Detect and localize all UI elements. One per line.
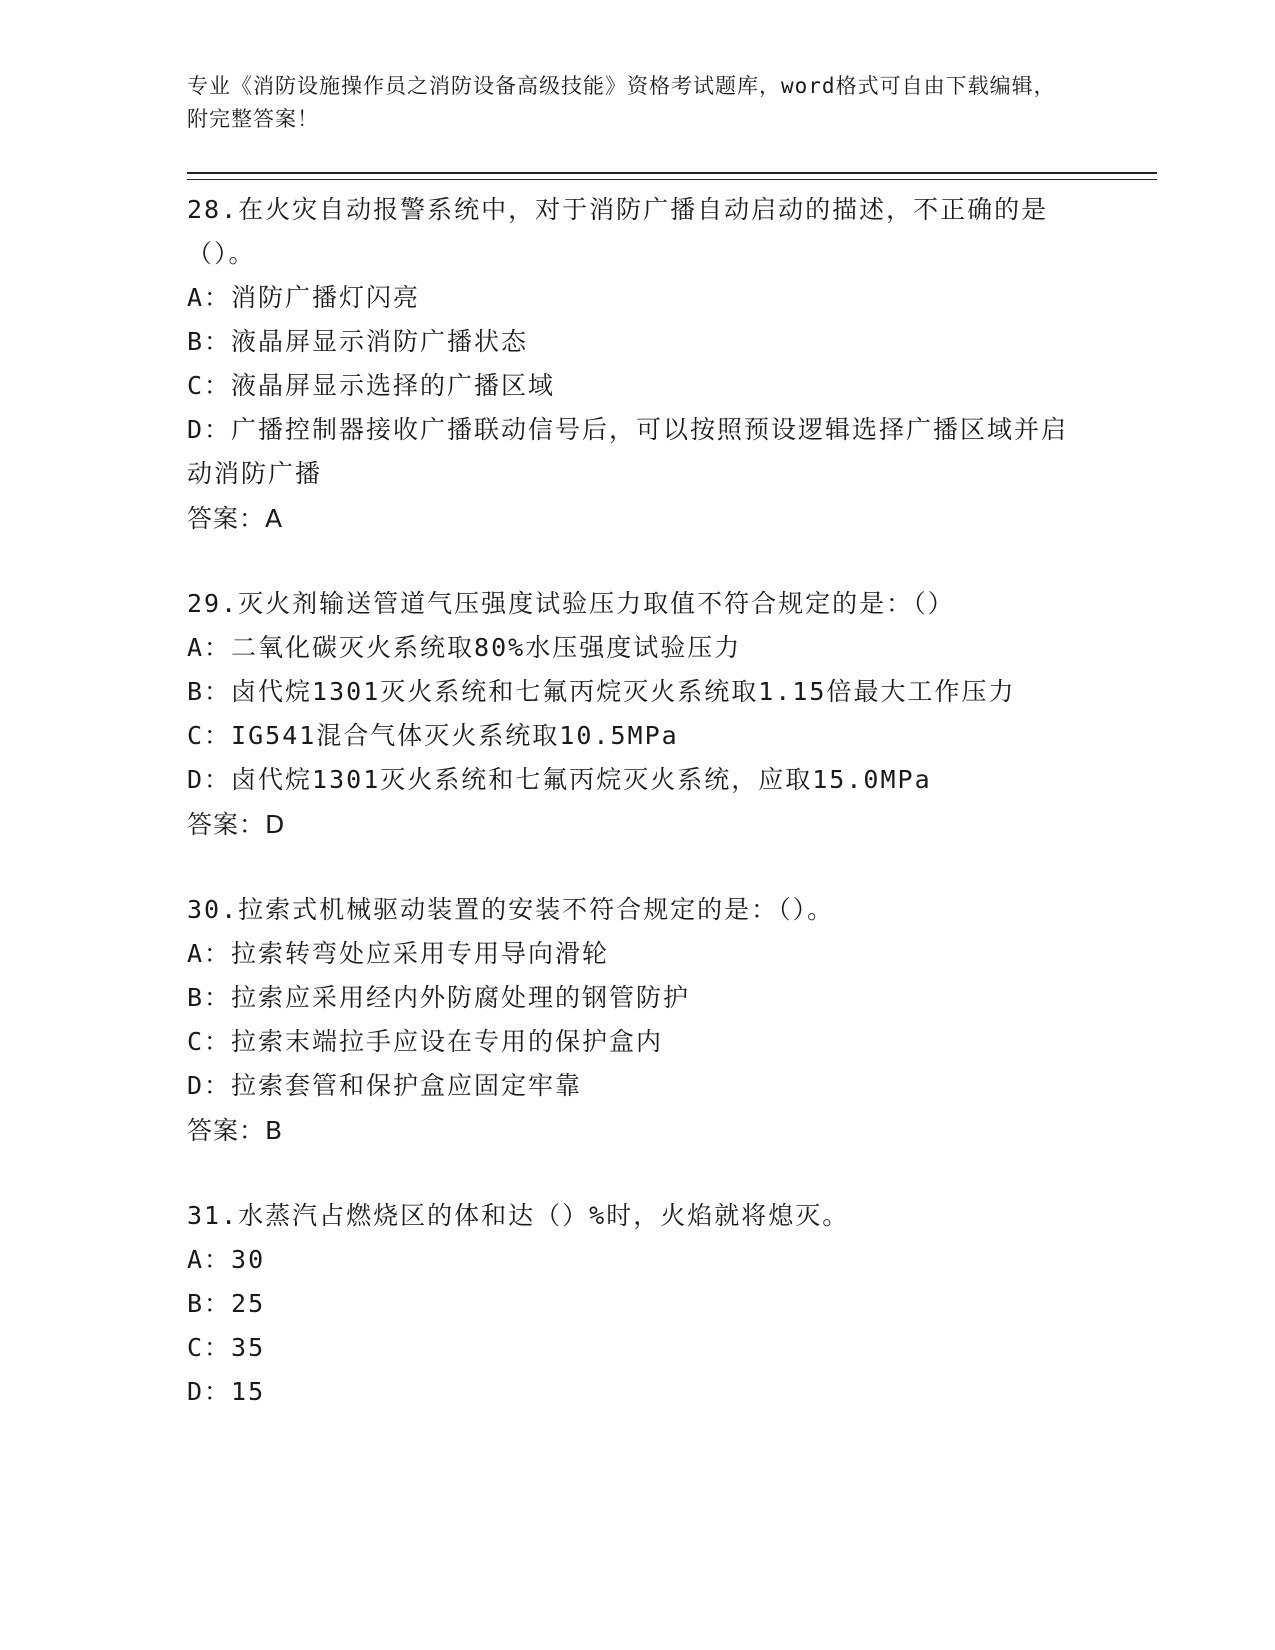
question-stem: 30.拉索式机械驱动装置的安装不符合规定的是：（）。 [187, 895, 835, 924]
question-30 [187, 888, 1157, 1154]
question-spacer [187, 848, 1157, 888]
option-b: B：液晶屏显示消防广播状态 [187, 327, 529, 356]
question-stem: 31.水蒸汽占燃烧区的体和达（）%时，火焰就将熄灭。 [187, 1201, 850, 1230]
option-c: C：液晶屏显示选择的广播区域 [187, 371, 556, 400]
question-28 [187, 188, 1157, 542]
option-b: B：25 [187, 1289, 266, 1318]
answer-label: 答案：A [187, 504, 284, 533]
header-divider [187, 172, 1157, 180]
answer-label: 答案：B [187, 1116, 284, 1145]
option-b: B：拉索应采用经内外防腐处理的钢管防护 [187, 983, 691, 1012]
document-page [187, 70, 1157, 1414]
question-31 [187, 1194, 1157, 1414]
option-a: A：30 [187, 1245, 266, 1274]
question-stem: 28.在火灾自动报警系统中，对于消防广播自动启动的描述，不正确的是（）。 [187, 195, 1049, 268]
answer-label: 答案：D [187, 810, 286, 839]
option-a: A：消防广播灯闪亮 [187, 283, 421, 312]
option-c: C：拉索末端拉手应设在专用的保护盒内 [187, 1027, 664, 1056]
option-c: C：IG541混合气体灭火系统取10.5MPa [187, 721, 679, 750]
document-header: 专业《消防设施操作员之消防设备高级技能》资格考试题库，word格式可自由下载编辑，附完整答案！ [187, 74, 1056, 131]
option-c: C：35 [187, 1333, 266, 1362]
question-stem: 29.灭火剂输送管道气压强度试验压力取值不符合规定的是：（） [187, 589, 955, 618]
option-d: D：15 [187, 1377, 266, 1406]
option-d: D：卤代烷1301灭火系统和七氟丙烷灭火系统，应取15.0MPa [187, 765, 932, 794]
option-a: A：二氧化碳灭火系统取80%水压强度试验压力 [187, 633, 742, 662]
question-spacer [187, 1154, 1157, 1194]
option-d: D：拉索套管和保护盒应固定牢靠 [187, 1071, 583, 1100]
question-29 [187, 582, 1157, 848]
option-a: A：拉索转弯处应采用专用导向滑轮 [187, 939, 610, 968]
option-d: D：广播控制器接收广播联动信号后，可以按照预设逻辑选择广播区域并启动消防广播 [187, 415, 1069, 488]
option-b: B：卤代烷1301灭火系统和七氟丙烷灭火系统取1.15倍最大工作压力 [187, 677, 1016, 706]
question-spacer [187, 542, 1157, 582]
